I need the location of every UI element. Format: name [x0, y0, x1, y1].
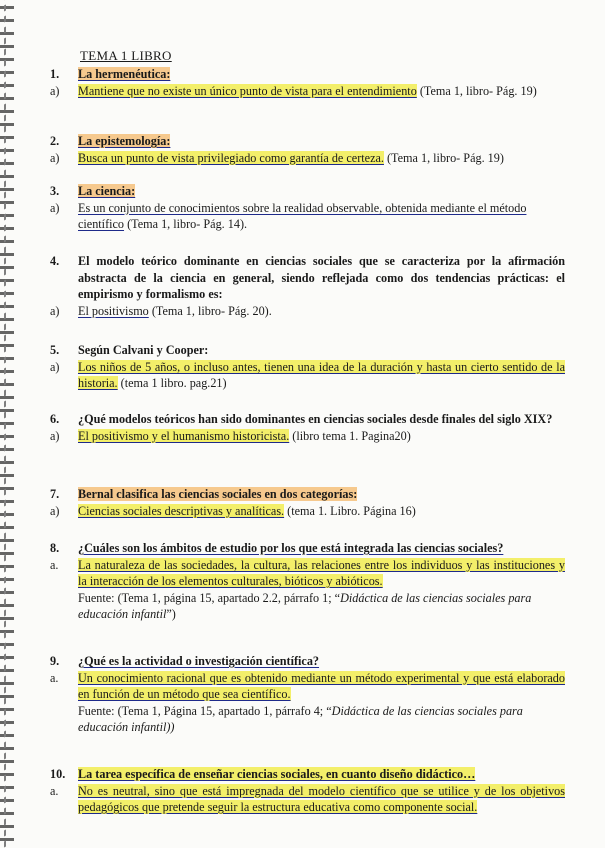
question-number: 8. [50, 541, 60, 555]
source-citation: Fuente: (Tema 1, Página 15, apartado 1, párrafo 4; “Didáctica de las ciencias sociales para educación infantil)) [78, 703, 523, 734]
answer-text: Un conocimiento racional que es obtenido mediante un método experimental y que está elaborado en función de un método que sea científico. [78, 670, 565, 701]
answer-text: Mantiene que no existe un único punto de vista para el entendimiento (Tema 1, libro- Pág. 19) [78, 83, 537, 98]
question-3 [50, 183, 565, 233]
question-1 [50, 66, 565, 99]
question-number: 2. [50, 134, 60, 148]
answer-text: La naturaleza de las sociedades, la cultura, las relaciones entre los individuos y las instituciones y la interacción de los elementos culturales, bióticos y abióticos. [78, 557, 565, 588]
question-text: La epistemología: [78, 134, 171, 148]
answer-text: Ciencias sociales descriptivas y analíticas. (tema 1. Libro. Página 16) [78, 503, 416, 518]
question-number: 5. [50, 343, 60, 357]
question-number: 4. [50, 254, 60, 268]
question-4 [50, 253, 565, 319]
question-text: ¿Cuáles son los ámbitos de estudio por los que está integrada las ciencias sociales? [78, 541, 504, 555]
question-number: 1. [50, 67, 60, 81]
question-2 [50, 133, 565, 166]
answer-text: Busca un punto de vista privilegiado como garantía de certeza. (Tema 1, libro- Pág. 19) [78, 150, 504, 165]
question-number: 7. [50, 487, 60, 501]
answer-text: No es neutral, sino que está impregnada del modelo científico que se utilice y de los objetivos pedagógicos que pretende seguir la estructura educativa como componente social. [78, 783, 565, 814]
answer-label: a) [50, 150, 60, 165]
answer-label: a) [50, 200, 60, 215]
answer-label: a) [50, 503, 60, 518]
question-10 [50, 766, 565, 816]
answer-label: a) [50, 428, 60, 443]
question-number: 3. [50, 184, 60, 198]
answer-text: El positivismo (Tema 1, libro- Pág. 20). [78, 303, 272, 318]
answer-label: a) [50, 303, 60, 318]
document-title: TEMA 1 LIBRO [80, 48, 172, 63]
answer-label: a) [50, 83, 60, 98]
spiral-binding [0, 0, 14, 848]
source-citation: Fuente: (Tema 1, página 15, apartado 2.2, párrafo 1; “Didáctica de las ciencias sociales para educación infantil”) [78, 590, 532, 621]
question-8 [50, 540, 565, 623]
question-text: El modelo teórico dominante en ciencias sociales que se caracteriza por la afirmación abstracta de la ciencia en general, siendo reflejada como dos tendencias prácticas: el empirismo y formalismo es: [78, 254, 565, 301]
question-text: Según Calvani y Cooper: [78, 343, 209, 357]
question-text: La hermenéutica: [78, 67, 171, 81]
question-number: 6. [50, 412, 60, 426]
answer-label: a) [50, 359, 60, 374]
question-9 [50, 653, 565, 736]
answer-label: a. [50, 783, 59, 798]
answer-label: a. [50, 670, 59, 685]
answer-text: Es un conjunto de conocimientos sobre la realidad observable, obtenida mediante el método científico (Tema 1, libro- Pág. 14). [78, 200, 527, 231]
question-text: Bernal clasifica las ciencias sociales en dos categorías: [78, 487, 358, 501]
question-5 [50, 342, 565, 392]
question-text: ¿Qué modelos teóricos han sido dominantes en ciencias sociales desde finales del siglo XIX? [78, 412, 553, 426]
question-number: 10. [50, 767, 66, 781]
answer-text: El positivismo y el humanismo historicista. (libro tema 1. Pagina20) [78, 428, 411, 443]
question-number: 9. [50, 654, 60, 668]
question-text: La tarea específica de enseñar ciencias sociales, en cuanto diseño didáctico… [78, 767, 476, 781]
question-text: La ciencia: [78, 184, 136, 198]
question-text: ¿Qué es la actividad o investigación científica? [78, 654, 320, 668]
question-6 [50, 411, 565, 444]
question-7 [50, 486, 565, 519]
answer-text: Los niños de 5 años, o incluso antes, tienen una idea de la duración y hasta un cierto sentido de la historia. (tema 1 libro. pag.21) [78, 359, 565, 390]
answer-label: a. [50, 557, 59, 572]
